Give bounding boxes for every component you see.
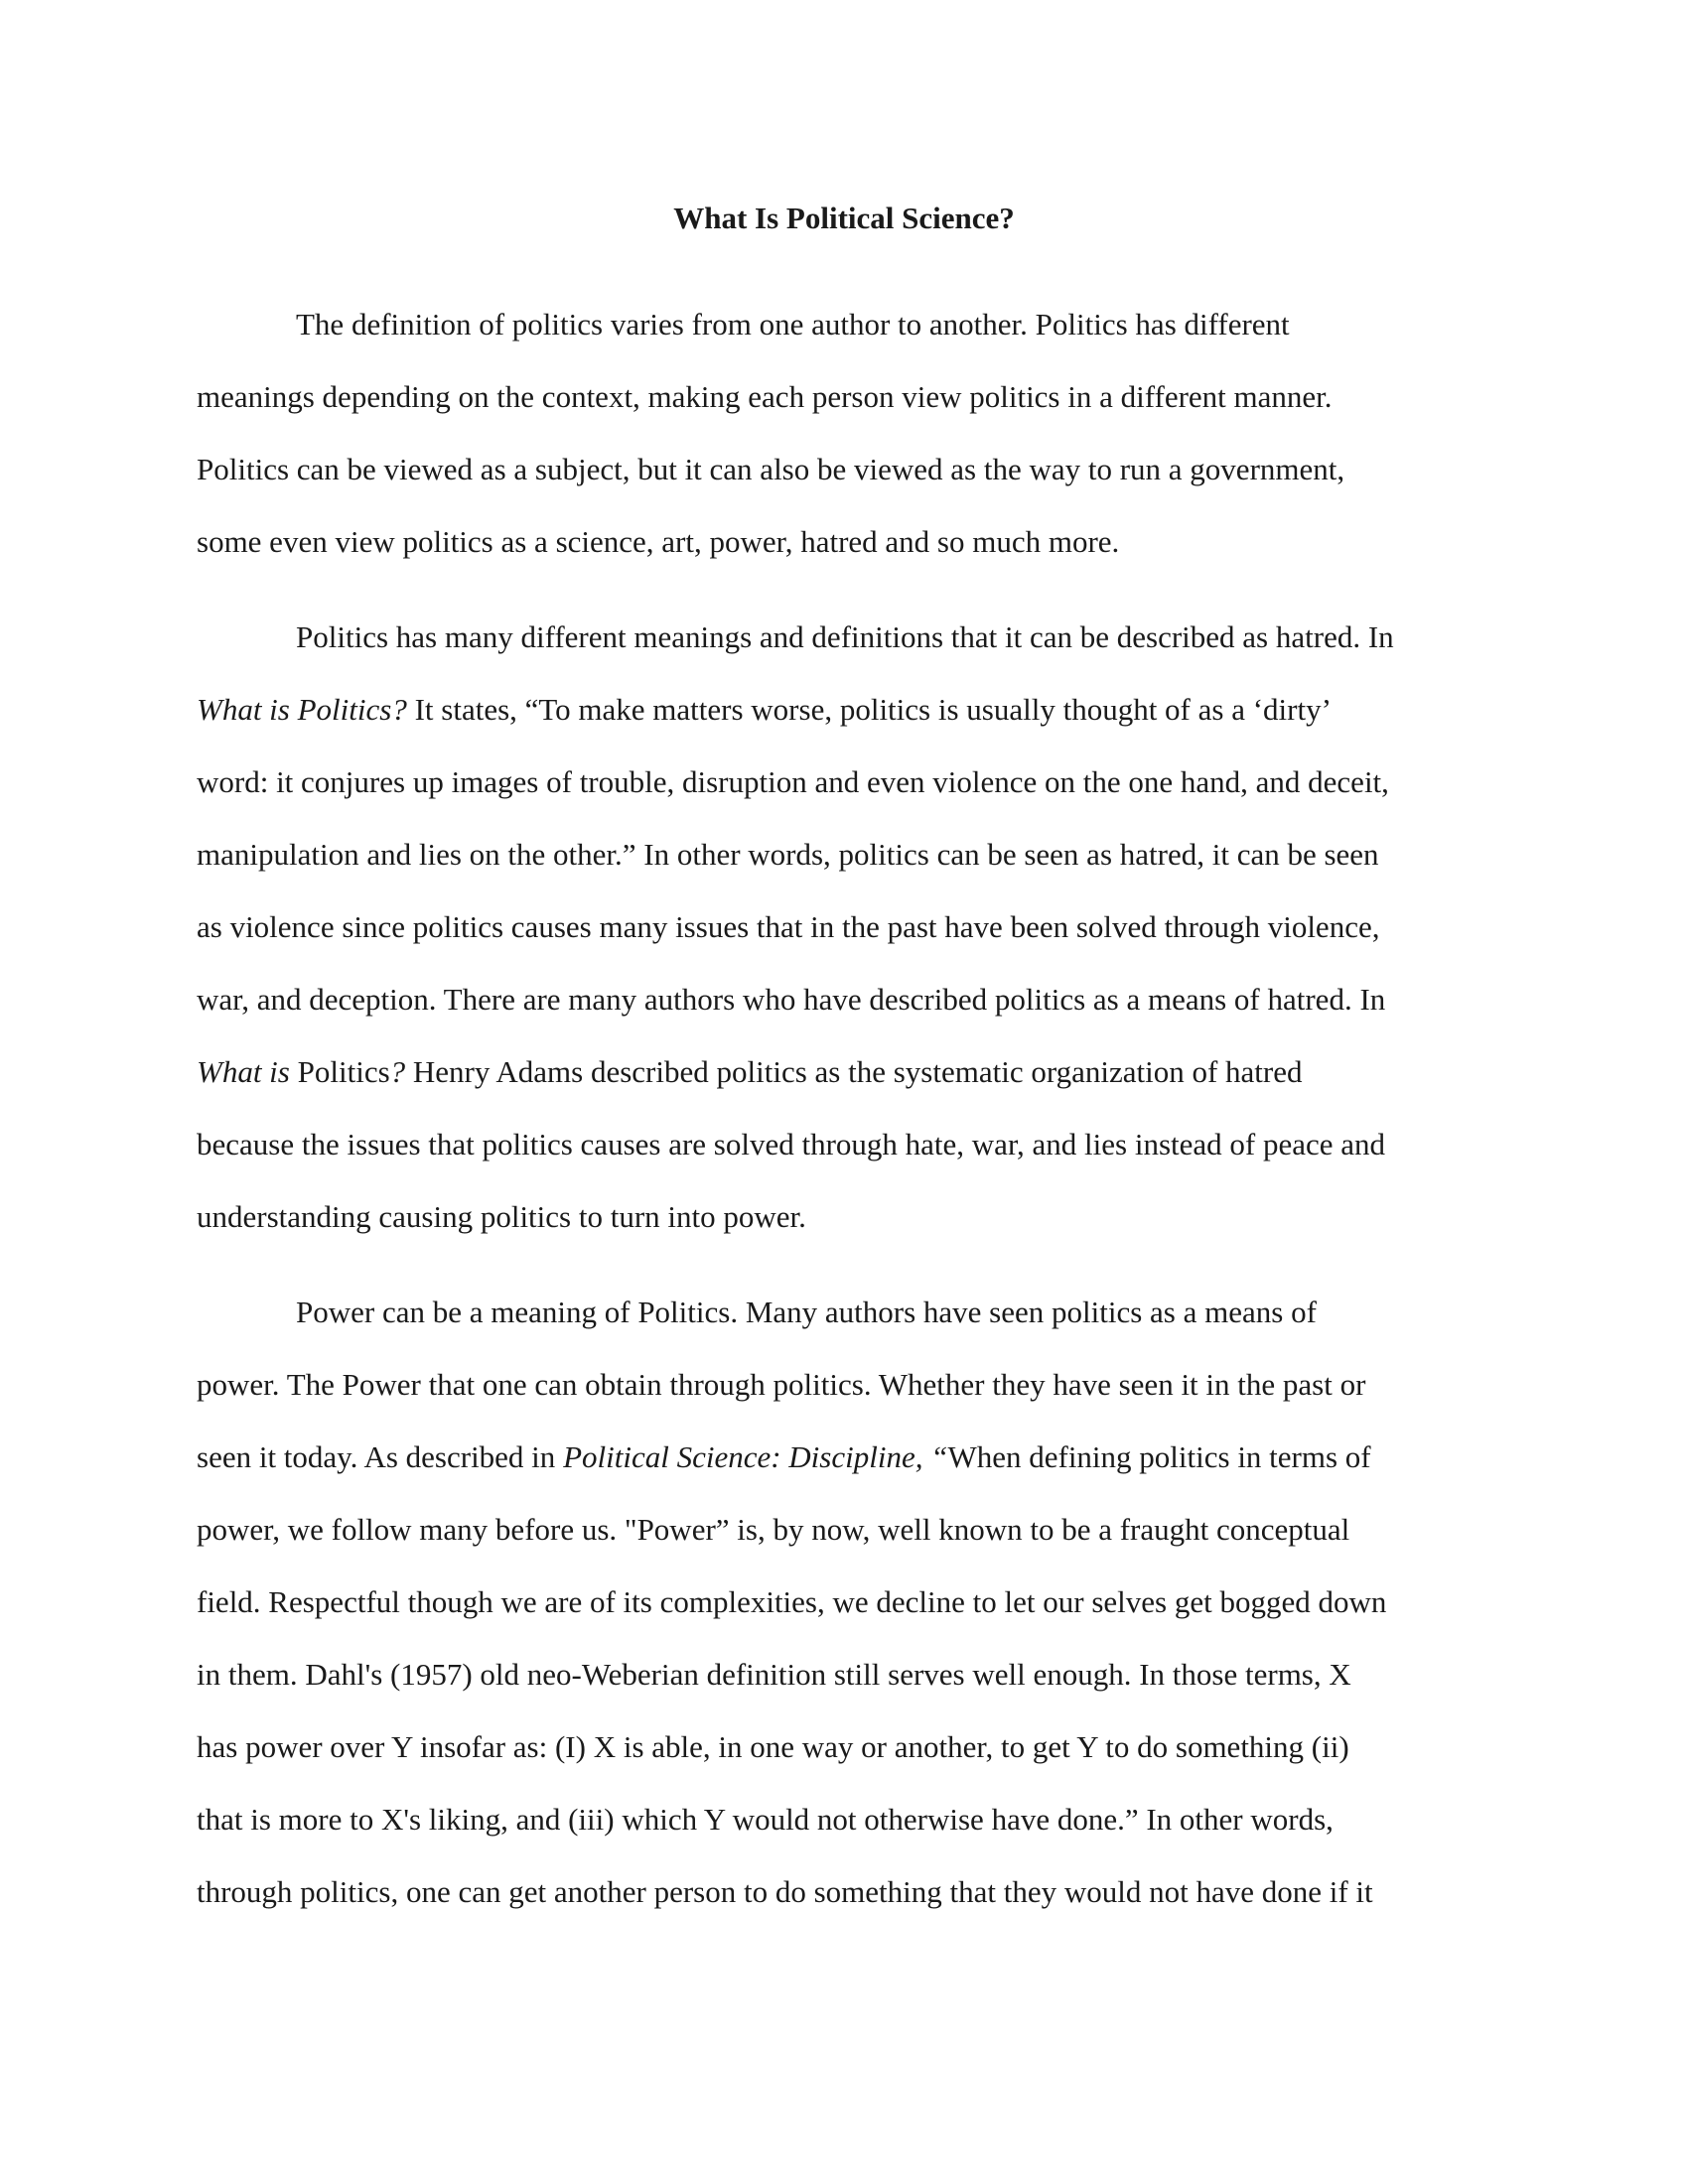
paragraph-line — [197, 818, 1490, 890]
text-segment: word: it conjures up images of trouble, disruption and even violence on the one hand, and deceit, — [197, 764, 1389, 799]
text-segment: Henry Adams described politics as the systematic organization of hatred — [405, 1054, 1303, 1089]
paragraph-line — [197, 1493, 1490, 1566]
paragraph-line — [197, 433, 1490, 505]
text-segment: manipulation and lies on the other.” In other words, politics can be seen as hatred, it can be seen — [197, 837, 1379, 872]
text-segment: seen it today. As described in — [197, 1439, 564, 1474]
text-segment: Politics can be viewed as a subject, but it can also be viewed as the way to run a government, — [197, 452, 1345, 486]
text-segment: power, we follow many before us. "Power” is, by now, well known to be a fraught conceptual — [197, 1512, 1350, 1547]
page-title: What Is Political Science? — [673, 201, 1015, 235]
paragraph-line — [197, 288, 1490, 360]
document-body — [197, 288, 1490, 1951]
text-segment: some even view politics as a science, art, power, hatred and so much more. — [197, 524, 1120, 559]
paragraph-line — [197, 1180, 1490, 1253]
text-segment: has power over Y insofar as: (I) X is able, in one way or another, to get Y to do something (ii) — [197, 1729, 1349, 1764]
paragraph-line — [197, 505, 1490, 578]
paragraph-line — [197, 746, 1490, 818]
text-segment: When defining politics in terms of — [947, 1439, 1371, 1474]
paragraph-line — [197, 601, 1490, 673]
text-segment: because the issues that politics causes are solved through hate, war, and lies instead of peace and — [197, 1127, 1386, 1161]
italic-text-segment: Political Science: Discipline, “ — [563, 1439, 948, 1474]
paragraph-line — [197, 890, 1490, 963]
text-segment: that is more to X's liking, and (iii) which Y would not otherwise have done.” In other words, — [197, 1802, 1334, 1837]
text-segment: war, and deception. There are many authors who have described politics as a means of hatred. In — [197, 982, 1386, 1017]
text-segment: The definition of politics varies from one author to another. Politics has different — [296, 307, 1290, 341]
italic-text-segment: What is — [197, 1054, 290, 1089]
paragraph-3 — [197, 1276, 1490, 1928]
text-segment: in them. Dahl's (1957) old neo-Weberian definition still serves well enough. In those terms, X — [197, 1657, 1351, 1692]
text-segment: through politics, one can get another person to do something that they would not have done if it — [197, 1874, 1373, 1909]
paragraph-line — [197, 1855, 1490, 1928]
paragraph-line — [197, 1566, 1490, 1638]
paragraph-line — [197, 673, 1490, 746]
text-segment: Politics has many different meanings and definitions that it can be described as hatred. In — [296, 619, 1394, 654]
italic-text-segment: What is Politics? — [197, 692, 407, 727]
text-segment: It states, “To make matters worse, politics is usually thought of as a ‘dirty’ — [406, 692, 1332, 727]
paragraph-line — [197, 360, 1490, 433]
paragraph-1 — [197, 288, 1490, 578]
paragraph-2 — [197, 601, 1490, 1253]
paragraph-line — [197, 1421, 1490, 1493]
text-segment: power. The Power that one can obtain through politics. Whether they have seen it in the past or — [197, 1367, 1366, 1402]
text-segment: Politics — [289, 1054, 390, 1089]
paragraph-line — [197, 1783, 1490, 1855]
text-segment: understanding causing politics to turn into power. — [197, 1199, 806, 1234]
italic-text-segment: ? — [389, 1054, 406, 1089]
paragraph-line — [197, 963, 1490, 1035]
text-segment: field. Respectful though we are of its complexities, we decline to let our selves get bogged down — [197, 1584, 1387, 1619]
text-segment: as violence since politics causes many issues that in the past have been solved through violence, — [197, 909, 1380, 944]
paragraph-line — [197, 1638, 1490, 1710]
paragraph-line — [197, 1348, 1490, 1421]
text-segment: Power can be a meaning of Politics. Many authors have seen politics as a means of — [296, 1295, 1317, 1329]
paragraph-line — [197, 1035, 1490, 1108]
paragraph-line — [197, 1276, 1490, 1348]
paragraph-line — [197, 1108, 1490, 1180]
paragraph-line — [197, 1710, 1490, 1783]
text-segment: meanings depending on the context, making each person view politics in a different manner. — [197, 379, 1333, 414]
